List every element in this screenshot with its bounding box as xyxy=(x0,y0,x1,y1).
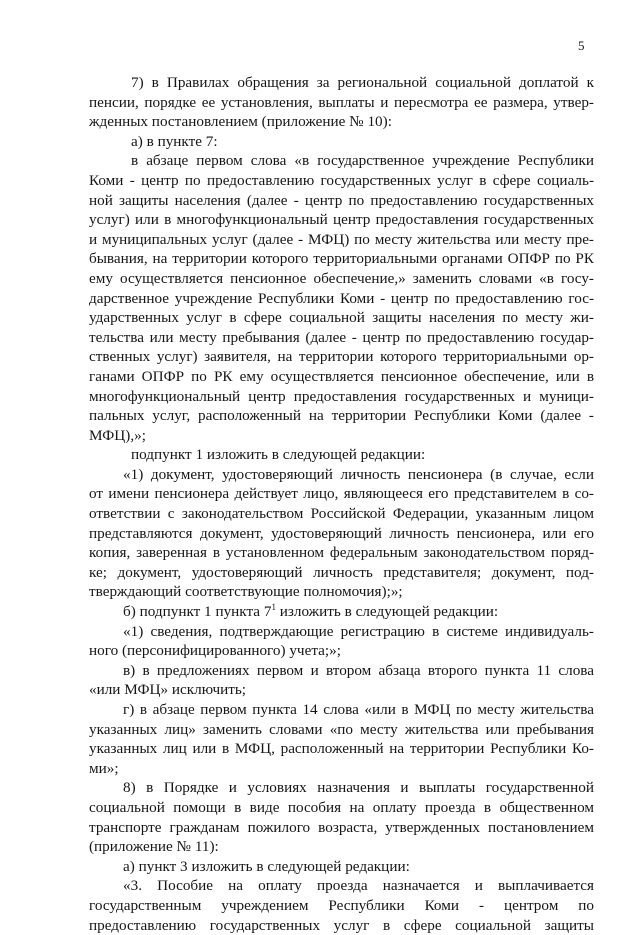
line-text: представляются документ, удостоверяющий личность пенсионера, или его xyxy=(89,524,594,542)
line-text: пенсии, порядке ее установления, выплаты и пересмотра ее размера, утвер- xyxy=(89,93,594,111)
text-line xyxy=(89,269,594,289)
text-line xyxy=(89,622,594,642)
text-line xyxy=(89,700,594,720)
text-line xyxy=(89,759,594,779)
text-line xyxy=(89,543,594,563)
text-line xyxy=(89,308,594,328)
line-text: ной защиты населения (далее - центр по предоставлению государственных xyxy=(89,191,594,209)
line-text: дарственное учреждение Республики Коми - центр по предоставлению гос- xyxy=(89,289,594,307)
text-line xyxy=(89,818,594,838)
line-text: пальных услуг, расположенный на территории Республики Коми (далее - xyxy=(89,407,594,425)
line-text: подпункт 1 изложить в следующей редакции: xyxy=(131,446,426,464)
line-text: ми»; xyxy=(89,759,119,777)
text-line xyxy=(89,916,594,935)
line-text: тверждающий соответствующие полномочия);»; xyxy=(89,583,403,601)
line-text: ственных услуг) заявителя, на территории которого территориальными ор- xyxy=(89,348,594,366)
line-text: а) пункт 3 изложить в следующей редакции: xyxy=(123,857,410,875)
line-text: ного (персонифицированного) учета;»; xyxy=(89,642,341,660)
line-text: г) в абзаце первом пункта 14 слова «или в МФЦ по месту жительства xyxy=(123,701,594,718)
line-text: жденных постановлением (приложение № 10): xyxy=(89,113,392,131)
text-line xyxy=(89,406,594,426)
line-text: 8) в Порядке и условиях назначения и выплаты государственной xyxy=(123,779,594,797)
line-text: а) в пункте 7: xyxy=(131,132,218,150)
line-text: многофункциональный центр предоставления государственных и муници- xyxy=(89,387,594,405)
text-line xyxy=(89,484,594,504)
line-text: бывания, на территории которого территориальными органами ОПФР по РК xyxy=(89,250,594,268)
text-line xyxy=(89,426,594,446)
text-line xyxy=(89,191,594,211)
text-line xyxy=(89,876,594,896)
line-text: услуг) или в многофункциональный центр предоставления государственных xyxy=(89,211,594,229)
line-text: 7) в Правилах обращения за региональной социальной доплатой к xyxy=(131,74,594,91)
line-text: и муниципальных услуг (далее - МФЦ) по месту жительства или месту пре- xyxy=(89,230,594,248)
page-number: 5 xyxy=(578,38,585,53)
line-text: (приложение № 11): xyxy=(89,838,219,856)
line-text: «или МФЦ» исключить; xyxy=(89,681,247,699)
line-text: ке; документ, удостоверяющий личность представителя; документ, под- xyxy=(89,563,594,581)
text-line xyxy=(89,563,594,583)
document-body xyxy=(89,73,594,935)
text-line xyxy=(89,93,594,113)
text-line xyxy=(89,641,594,661)
text-line xyxy=(89,602,594,622)
line-text: предоставлению государственных услуг в сфере социальной защиты xyxy=(89,916,594,934)
text-line xyxy=(89,73,594,93)
text-line xyxy=(89,230,594,250)
text-line xyxy=(89,112,594,132)
line-text: указанных лиц» заменить словами «по месту жительства или пребывания xyxy=(89,720,594,738)
text-line xyxy=(89,249,594,269)
line-text: в) в предложениях первом и втором абзаца второго пункта 11 слова xyxy=(123,661,594,679)
line-text: «1) документ, удостоверяющий личность пенсионера (в случае, если xyxy=(123,465,594,483)
line-text: от имени пенсионера действует лицо, являющееся его представителем в со- xyxy=(89,485,594,503)
text-line xyxy=(89,504,594,524)
text-line xyxy=(89,328,594,348)
line-text: ганами ОПФР по РК ему осуществляется пенсионное обеспечение, или в xyxy=(89,367,594,385)
text-line xyxy=(89,720,594,740)
line-text: указанных лиц или в МФЦ, расположенный на территории Республики Ко- xyxy=(89,740,594,758)
line-text: «1) сведения, подтверждающие регистрацию в системе индивидуаль- xyxy=(123,622,594,640)
text-line xyxy=(89,387,594,407)
text-line xyxy=(89,465,594,485)
text-line xyxy=(89,896,594,916)
line-text: копия, заверенная в установленном федеральным законодательством поряд- xyxy=(89,544,594,562)
line-text: тельства или месту пребывания (далее - центр по предоставлению государ- xyxy=(89,328,594,346)
text-line xyxy=(89,582,594,602)
line-text-tail: изложить в следующей редакции: xyxy=(275,603,499,621)
line-text: ударственных услуг в сфере социальной защиты населения по месту жи- xyxy=(89,309,594,327)
text-line xyxy=(89,798,594,818)
line-text: транспорте гражданам пожилого возраста, утвержденных постановлением xyxy=(89,818,594,836)
text-line xyxy=(89,739,594,759)
line-text: социальной помощи в виде пособия на оплату проезда в общественном xyxy=(89,798,594,816)
line-text: государственным учреждением Республики Коми - центром по xyxy=(89,896,594,914)
text-line xyxy=(89,778,594,798)
text-line xyxy=(89,680,594,700)
line-text: б) подпункт 1 пункта 7 xyxy=(123,603,272,621)
superscript: 1 xyxy=(271,602,276,613)
line-text: в абзаце первом слова «в государственное учреждение Республики xyxy=(131,152,594,170)
line-text: МФЦ),»; xyxy=(89,426,146,444)
text-line xyxy=(89,367,594,387)
text-line xyxy=(89,347,594,367)
text-line xyxy=(89,210,594,230)
line-text: Коми - центр по предоставлению государственных услуг в сфере социаль- xyxy=(89,171,594,189)
text-line xyxy=(89,289,594,309)
text-line xyxy=(89,857,594,877)
text-line xyxy=(89,445,594,465)
line-text: ему осуществляется пенсионное обеспечение,» заменить словами «в госу- xyxy=(89,269,594,287)
text-line xyxy=(89,151,594,171)
text-line xyxy=(89,132,594,152)
line-text: «3. Пособие на оплату проезда назначается и выплачивается xyxy=(123,877,594,895)
line-text: ответствии с законодательством Российской Федерации, указанным лицом xyxy=(89,505,594,523)
text-line xyxy=(89,837,594,857)
text-line xyxy=(89,661,594,681)
text-line xyxy=(89,524,594,544)
text-line xyxy=(89,171,594,191)
